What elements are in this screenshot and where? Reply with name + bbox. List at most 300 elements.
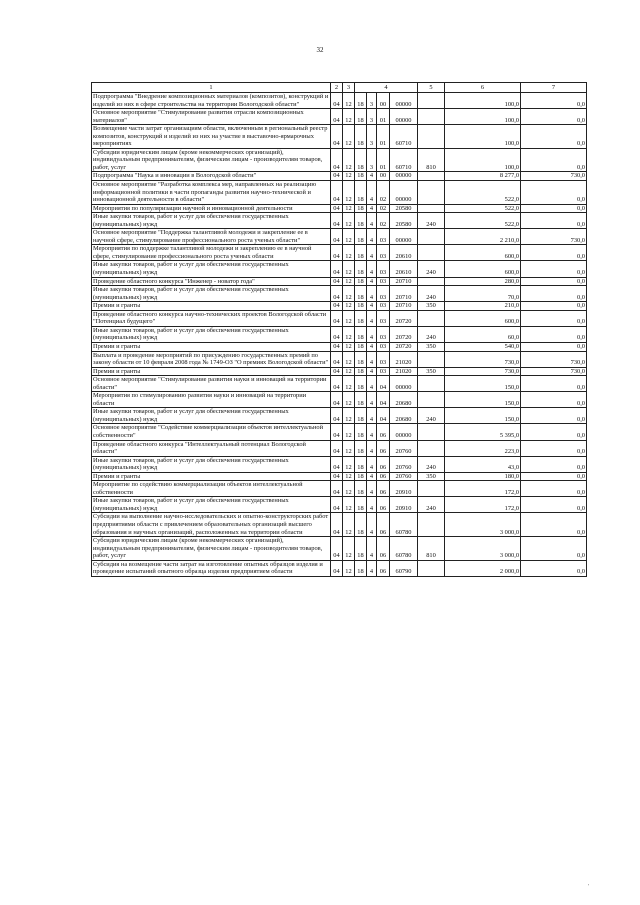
table-row bbox=[92, 125, 587, 149]
code-section-cell: 04 bbox=[331, 408, 343, 424]
amount-col6-cell: 730,0 bbox=[445, 367, 521, 376]
code-direction-cell: 20710 bbox=[390, 302, 418, 311]
amount-col7-cell: 0,0 bbox=[521, 392, 587, 408]
code-measure-cell: 03 bbox=[377, 367, 390, 376]
code-program-cell: 18 bbox=[355, 172, 367, 181]
amount-col6-cell: 3 000,0 bbox=[445, 537, 521, 561]
code-subsection-cell: 12 bbox=[343, 351, 355, 367]
code-section-cell: 04 bbox=[331, 213, 343, 229]
code-subprogram-cell: 4 bbox=[367, 245, 377, 261]
code-subsection-cell: 12 bbox=[343, 204, 355, 213]
table-row bbox=[92, 537, 587, 561]
code-subsection-cell: 12 bbox=[343, 310, 355, 326]
row-name-cell: Подпрограмма "Наука и инновации в Вологодской области" bbox=[92, 172, 331, 181]
expense-type-cell: 240 bbox=[418, 213, 445, 229]
amount-col6-cell: 2 210,0 bbox=[445, 229, 521, 245]
code-subprogram-cell: 4 bbox=[367, 440, 377, 456]
code-subsection-cell: 12 bbox=[343, 245, 355, 261]
code-program-cell: 18 bbox=[355, 367, 367, 376]
code-section-cell: 04 bbox=[331, 440, 343, 456]
code-direction-cell: 60780 bbox=[390, 513, 418, 537]
expense-type-cell: 240 bbox=[418, 497, 445, 513]
amount-col6-cell: 3 000,0 bbox=[445, 513, 521, 537]
row-name-cell: Иные закупки товаров, работ и услуг для обеспечения государственных (муниципальных) нужд bbox=[92, 326, 331, 342]
amount-col6-cell: 540,0 bbox=[445, 342, 521, 351]
row-name-cell: Субсидия на возмещение части затрат на изготовление опытных образцов изделия и проведение испытаний опытного образца изделия предприятием области bbox=[92, 560, 331, 576]
row-name-cell: Иные закупки товаров, работ и услуг для обеспечения государственных (муниципальных) нужд bbox=[92, 286, 331, 302]
amount-col6-cell: 150,0 bbox=[445, 376, 521, 392]
code-section-cell: 04 bbox=[331, 302, 343, 311]
code-subsection-cell: 12 bbox=[343, 537, 355, 561]
code-program-cell: 18 bbox=[355, 424, 367, 440]
code-subprogram-cell: 4 bbox=[367, 367, 377, 376]
code-program-cell: 18 bbox=[355, 302, 367, 311]
row-name-cell: Иные закупки товаров, работ и услуг для обеспечения государственных (муниципальных) нужд bbox=[92, 408, 331, 424]
amount-col7-cell: 0,0 bbox=[521, 204, 587, 213]
amount-col7-cell: 0,0 bbox=[521, 261, 587, 277]
code-program-cell: 18 bbox=[355, 376, 367, 392]
scan-mark: ' bbox=[588, 884, 590, 890]
code-measure-cell: 06 bbox=[377, 440, 390, 456]
row-name-cell: Выплата и проведение мероприятий по присуждению государственных премий по закону области от 10 февраля 2008 года № 1749-ОЗ "О премиях Вологодской области" bbox=[92, 351, 331, 367]
code-subprogram-cell: 4 bbox=[367, 181, 377, 205]
code-subsection-cell: 12 bbox=[343, 172, 355, 181]
code-subprogram-cell: 4 bbox=[367, 277, 377, 286]
amount-col6-cell: 100,0 bbox=[445, 148, 521, 172]
code-program-cell: 18 bbox=[355, 481, 367, 497]
code-subprogram-cell: 3 bbox=[367, 109, 377, 125]
code-program-cell: 18 bbox=[355, 392, 367, 408]
row-name-cell: Иные закупки товаров, работ и услуг для обеспечения государственных (муниципальных) нужд bbox=[92, 213, 331, 229]
amount-col7-cell: 730,0 bbox=[521, 351, 587, 367]
code-direction-cell: 20680 bbox=[390, 408, 418, 424]
code-section-cell: 04 bbox=[331, 125, 343, 149]
expense-type-cell: 240 bbox=[418, 456, 445, 472]
table-row bbox=[92, 560, 587, 576]
amount-col7-cell: 0,0 bbox=[521, 440, 587, 456]
code-direction-cell: 20720 bbox=[390, 310, 418, 326]
code-program-cell: 18 bbox=[355, 286, 367, 302]
code-measure-cell: 06 bbox=[377, 497, 390, 513]
amount-col7-cell: 730,0 bbox=[521, 172, 587, 181]
code-subprogram-cell: 4 bbox=[367, 310, 377, 326]
code-direction-cell: 20760 bbox=[390, 456, 418, 472]
code-section-cell: 04 bbox=[331, 229, 343, 245]
amount-col6-cell: 5 395,0 bbox=[445, 424, 521, 440]
expense-type-cell: 240 bbox=[418, 261, 445, 277]
amount-col7-cell: 0,0 bbox=[521, 376, 587, 392]
code-direction-cell: 00000 bbox=[390, 93, 418, 109]
code-section-cell: 04 bbox=[331, 148, 343, 172]
code-measure-cell: 02 bbox=[377, 213, 390, 229]
code-direction-cell: 21020 bbox=[390, 351, 418, 367]
code-measure-cell: 04 bbox=[377, 392, 390, 408]
table-row bbox=[92, 497, 587, 513]
code-program-cell: 18 bbox=[355, 472, 367, 481]
code-measure-cell: 02 bbox=[377, 204, 390, 213]
table-row bbox=[92, 229, 587, 245]
amount-col7-cell: 0,0 bbox=[521, 481, 587, 497]
amount-col6-cell: 8 277,0 bbox=[445, 172, 521, 181]
code-measure-cell: 06 bbox=[377, 472, 390, 481]
expense-type-cell bbox=[418, 229, 445, 245]
table-row bbox=[92, 440, 587, 456]
amount-col7-cell: 730,0 bbox=[521, 367, 587, 376]
table-row bbox=[92, 181, 587, 205]
code-measure-cell: 01 bbox=[377, 125, 390, 149]
table-row bbox=[92, 392, 587, 408]
row-name-cell: Субсидии юридическим лицам (кроме некоммерческих организаций), индивидуальным предпринимателям, физическим лицам - производителям товаров, работ, услуг bbox=[92, 537, 331, 561]
table-row bbox=[92, 351, 587, 367]
code-direction-cell: 20720 bbox=[390, 342, 418, 351]
code-program-cell: 18 bbox=[355, 537, 367, 561]
code-subprogram-cell: 3 bbox=[367, 148, 377, 172]
code-direction-cell: 20610 bbox=[390, 245, 418, 261]
code-measure-cell: 06 bbox=[377, 481, 390, 497]
code-subprogram-cell: 4 bbox=[367, 213, 377, 229]
table-row bbox=[92, 213, 587, 229]
table-row bbox=[92, 326, 587, 342]
amount-col7-cell: 0,0 bbox=[521, 456, 587, 472]
row-name-cell: Возмещение части затрат организациям области, включенным в региональный реестр композитов, конструкций и изделий из них на участие в выставочно-ярмарочных мероприятиях bbox=[92, 125, 331, 149]
code-subsection-cell: 12 bbox=[343, 456, 355, 472]
code-direction-cell: 20760 bbox=[390, 440, 418, 456]
code-section-cell: 04 bbox=[331, 497, 343, 513]
amount-col7-cell: 730,0 bbox=[521, 229, 587, 245]
code-subsection-cell: 12 bbox=[343, 513, 355, 537]
amount-col6-cell: 730,0 bbox=[445, 351, 521, 367]
amount-col6-cell: 2 000,0 bbox=[445, 560, 521, 576]
row-name-cell: Основное мероприятие "Содействие коммерциализации объектов интеллектуальной собственности" bbox=[92, 424, 331, 440]
code-measure-cell: 06 bbox=[377, 537, 390, 561]
amount-col6-cell: 600,0 bbox=[445, 245, 521, 261]
row-name-cell: Основное мероприятие "Стимулирование развития отрасли композиционных материалов" bbox=[92, 109, 331, 125]
code-subsection-cell: 12 bbox=[343, 408, 355, 424]
code-measure-cell: 06 bbox=[377, 424, 390, 440]
row-name-cell: Субсидии на выполнение научно-исследовательских и опытно-конструкторских работ предприятиями области с привлечением образовательных организаций высшего образования и научных организаций, расположенных на территории области bbox=[92, 513, 331, 537]
expense-type-cell bbox=[418, 172, 445, 181]
expense-type-cell: 350 bbox=[418, 342, 445, 351]
code-program-cell: 18 bbox=[355, 109, 367, 125]
code-direction-cell: 20680 bbox=[390, 392, 418, 408]
amount-col7-cell: 0,0 bbox=[521, 93, 587, 109]
amount-col6-cell: 180,0 bbox=[445, 472, 521, 481]
code-subsection-cell: 12 bbox=[343, 277, 355, 286]
code-section-cell: 04 bbox=[331, 261, 343, 277]
row-name-cell: Премии и гранты bbox=[92, 472, 331, 481]
table-row bbox=[92, 109, 587, 125]
amount-col7-cell: 0,0 bbox=[521, 148, 587, 172]
expense-type-cell bbox=[418, 351, 445, 367]
code-subprogram-cell: 4 bbox=[367, 424, 377, 440]
amount-col7-cell: 0,0 bbox=[521, 472, 587, 481]
code-subprogram-cell: 4 bbox=[367, 326, 377, 342]
code-measure-cell: 03 bbox=[377, 310, 390, 326]
amount-col6-cell: 100,0 bbox=[445, 93, 521, 109]
code-subprogram-cell: 4 bbox=[367, 342, 377, 351]
amount-col6-cell: 43,0 bbox=[445, 456, 521, 472]
code-direction-cell: 21020 bbox=[390, 367, 418, 376]
amount-col6-cell: 223,0 bbox=[445, 440, 521, 456]
header-col-6: 6 bbox=[445, 83, 521, 93]
code-subsection-cell: 12 bbox=[343, 148, 355, 172]
expense-type-cell: 240 bbox=[418, 326, 445, 342]
amount-col6-cell: 172,0 bbox=[445, 497, 521, 513]
code-program-cell: 18 bbox=[355, 342, 367, 351]
code-measure-cell: 04 bbox=[377, 408, 390, 424]
code-subsection-cell: 12 bbox=[343, 376, 355, 392]
amount-col6-cell: 600,0 bbox=[445, 261, 521, 277]
row-name-cell: Иные закупки товаров, работ и услуг для обеспечения государственных (муниципальных) нужд bbox=[92, 456, 331, 472]
code-direction-cell: 20710 bbox=[390, 277, 418, 286]
code-section-cell: 04 bbox=[331, 181, 343, 205]
code-direction-cell: 20910 bbox=[390, 497, 418, 513]
code-subsection-cell: 12 bbox=[343, 424, 355, 440]
table-header-row bbox=[92, 83, 587, 93]
code-program-cell: 18 bbox=[355, 351, 367, 367]
code-measure-cell: 06 bbox=[377, 560, 390, 576]
table-row bbox=[92, 204, 587, 213]
code-program-cell: 18 bbox=[355, 513, 367, 537]
code-subprogram-cell: 4 bbox=[367, 456, 377, 472]
table-row bbox=[92, 286, 587, 302]
code-section-cell: 04 bbox=[331, 93, 343, 109]
code-direction-cell: 00000 bbox=[390, 172, 418, 181]
table-row bbox=[92, 424, 587, 440]
code-subsection-cell: 12 bbox=[343, 93, 355, 109]
row-name-cell: Проведение областного конкурса "Инженер - новатор года" bbox=[92, 277, 331, 286]
table-row bbox=[92, 93, 587, 109]
expense-type-cell: 810 bbox=[418, 148, 445, 172]
code-direction-cell: 00000 bbox=[390, 109, 418, 125]
code-program-cell: 18 bbox=[355, 560, 367, 576]
code-direction-cell: 00000 bbox=[390, 376, 418, 392]
amount-col6-cell: 522,0 bbox=[445, 204, 521, 213]
code-subprogram-cell: 4 bbox=[367, 286, 377, 302]
row-name-cell: Проведение областного конкурса научно-технических проектов Вологодской области "Потенциал будущего" bbox=[92, 310, 331, 326]
code-section-cell: 04 bbox=[331, 560, 343, 576]
code-subsection-cell: 12 bbox=[343, 497, 355, 513]
table-row bbox=[92, 261, 587, 277]
code-section-cell: 04 bbox=[331, 109, 343, 125]
expense-type-cell bbox=[418, 376, 445, 392]
code-direction-cell: 20580 bbox=[390, 213, 418, 229]
code-section-cell: 04 bbox=[331, 342, 343, 351]
row-name-cell: Основное мероприятие "Разработка комплекса мер, направленных на реализацию информационной политики в части пропаганды развития научно-технической и инновационной деятельности в области" bbox=[92, 181, 331, 205]
amount-col6-cell: 60,0 bbox=[445, 326, 521, 342]
code-subprogram-cell: 4 bbox=[367, 392, 377, 408]
row-name-cell: Мероприятия по популяризации научной и инновационной деятельности bbox=[92, 204, 331, 213]
table-row bbox=[92, 277, 587, 286]
row-name-cell: Мероприятия по поддержке талантливой молодежи и закреплению ее в научной сфере, стимулирование профессионального роста ученых области bbox=[92, 245, 331, 261]
expense-type-cell bbox=[418, 513, 445, 537]
table-row bbox=[92, 456, 587, 472]
code-measure-cell: 02 bbox=[377, 181, 390, 205]
code-program-cell: 18 bbox=[355, 277, 367, 286]
code-program-cell: 18 bbox=[355, 148, 367, 172]
code-subsection-cell: 12 bbox=[343, 302, 355, 311]
expense-type-cell bbox=[418, 560, 445, 576]
code-subprogram-cell: 4 bbox=[367, 302, 377, 311]
code-subsection-cell: 12 bbox=[343, 440, 355, 456]
code-subprogram-cell: 4 bbox=[367, 204, 377, 213]
amount-col7-cell: 0,0 bbox=[521, 109, 587, 125]
code-subprogram-cell: 4 bbox=[367, 560, 377, 576]
table-row bbox=[92, 376, 587, 392]
table-row bbox=[92, 310, 587, 326]
code-program-cell: 18 bbox=[355, 440, 367, 456]
code-subsection-cell: 12 bbox=[343, 213, 355, 229]
amount-col6-cell: 210,0 bbox=[445, 302, 521, 311]
row-name-cell: Премии и гранты bbox=[92, 367, 331, 376]
code-subprogram-cell: 3 bbox=[367, 93, 377, 109]
row-name-cell: Мероприятия по стимулированию развития науки и инноваций на территории области bbox=[92, 392, 331, 408]
code-subsection-cell: 12 bbox=[343, 392, 355, 408]
code-subprogram-cell: 4 bbox=[367, 537, 377, 561]
expense-type-cell bbox=[418, 109, 445, 125]
code-direction-cell: 20760 bbox=[390, 472, 418, 481]
code-direction-cell: 60710 bbox=[390, 125, 418, 149]
code-subsection-cell: 12 bbox=[343, 326, 355, 342]
amount-col7-cell: 0,0 bbox=[521, 560, 587, 576]
table-row bbox=[92, 148, 587, 172]
code-direction-cell: 00000 bbox=[390, 181, 418, 205]
code-measure-cell: 00 bbox=[377, 93, 390, 109]
code-program-cell: 18 bbox=[355, 229, 367, 245]
code-direction-cell: 60710 bbox=[390, 148, 418, 172]
code-measure-cell: 03 bbox=[377, 351, 390, 367]
code-subsection-cell: 12 bbox=[343, 342, 355, 351]
code-section-cell: 04 bbox=[331, 481, 343, 497]
amount-col7-cell: 0,0 bbox=[521, 245, 587, 261]
expense-type-cell bbox=[418, 181, 445, 205]
page-number: 32 bbox=[316, 46, 324, 54]
code-direction-cell: 20910 bbox=[390, 481, 418, 497]
code-measure-cell: 00 bbox=[377, 172, 390, 181]
code-measure-cell: 01 bbox=[377, 148, 390, 172]
amount-col7-cell: 0,0 bbox=[521, 408, 587, 424]
amount-col6-cell: 172,0 bbox=[445, 481, 521, 497]
expense-type-cell bbox=[418, 481, 445, 497]
expense-type-cell bbox=[418, 424, 445, 440]
code-section-cell: 04 bbox=[331, 286, 343, 302]
expense-type-cell: 350 bbox=[418, 302, 445, 311]
code-section-cell: 04 bbox=[331, 392, 343, 408]
row-name-cell: Иные закупки товаров, работ и услуг для обеспечения государственных (муниципальных) нужд bbox=[92, 261, 331, 277]
code-program-cell: 18 bbox=[355, 261, 367, 277]
expense-type-cell bbox=[418, 93, 445, 109]
expense-type-cell bbox=[418, 440, 445, 456]
code-section-cell: 04 bbox=[331, 245, 343, 261]
code-measure-cell: 03 bbox=[377, 261, 390, 277]
amount-col6-cell: 100,0 bbox=[445, 109, 521, 125]
expense-type-cell: 240 bbox=[418, 408, 445, 424]
code-direction-cell: 00000 bbox=[390, 424, 418, 440]
budget-table bbox=[91, 82, 587, 577]
amount-col6-cell: 522,0 bbox=[445, 181, 521, 205]
code-section-cell: 04 bbox=[331, 310, 343, 326]
code-section-cell: 04 bbox=[331, 456, 343, 472]
expense-type-cell: 240 bbox=[418, 286, 445, 302]
code-subsection-cell: 12 bbox=[343, 286, 355, 302]
row-name-cell: Субсидии юридическим лицам (кроме некоммерческих организаций), индивидуальным предпринимателям, физическим лицам - производителям товаров, работ, услуг bbox=[92, 148, 331, 172]
code-direction-cell: 20720 bbox=[390, 326, 418, 342]
row-name-cell: Подпрограмма "Внедрение композиционных материалов (композитов), конструкций и изделий из них в сфере строительства на территории Вологодской области" bbox=[92, 93, 331, 109]
amount-col6-cell: 150,0 bbox=[445, 392, 521, 408]
code-subprogram-cell: 4 bbox=[367, 472, 377, 481]
expense-type-cell bbox=[418, 392, 445, 408]
code-subsection-cell: 12 bbox=[343, 261, 355, 277]
row-name-cell: Премии и гранты bbox=[92, 302, 331, 311]
table-body bbox=[92, 93, 587, 577]
code-subprogram-cell: 4 bbox=[367, 497, 377, 513]
code-subprogram-cell: 4 bbox=[367, 376, 377, 392]
amount-col7-cell: 0,0 bbox=[521, 424, 587, 440]
expense-type-cell bbox=[418, 204, 445, 213]
code-program-cell: 18 bbox=[355, 93, 367, 109]
code-program-cell: 18 bbox=[355, 125, 367, 149]
row-name-cell: Проведение областного конкурса "Интеллектуальный потенциал Вологодской области" bbox=[92, 440, 331, 456]
code-measure-cell: 03 bbox=[377, 277, 390, 286]
code-section-cell: 04 bbox=[331, 472, 343, 481]
code-section-cell: 04 bbox=[331, 537, 343, 561]
table-row bbox=[92, 408, 587, 424]
row-name-cell: Мероприятие по содействию коммерциализации объектов интеллектуальной собственности bbox=[92, 481, 331, 497]
code-section-cell: 04 bbox=[331, 277, 343, 286]
code-section-cell: 04 bbox=[331, 376, 343, 392]
row-name-cell: Иные закупки товаров, работ и услуг для обеспечения государственных (муниципальных) нужд bbox=[92, 497, 331, 513]
code-measure-cell: 06 bbox=[377, 456, 390, 472]
table-row bbox=[92, 513, 587, 537]
code-subprogram-cell: 4 bbox=[367, 481, 377, 497]
expense-type-cell: 810 bbox=[418, 537, 445, 561]
code-subprogram-cell: 4 bbox=[367, 172, 377, 181]
code-direction-cell: 60790 bbox=[390, 560, 418, 576]
header-col-5: 5 bbox=[418, 83, 445, 93]
amount-col6-cell: 600,0 bbox=[445, 310, 521, 326]
code-subsection-cell: 12 bbox=[343, 560, 355, 576]
expense-type-cell bbox=[418, 125, 445, 149]
code-measure-cell: 03 bbox=[377, 245, 390, 261]
row-name-cell: Премии и гранты bbox=[92, 342, 331, 351]
code-program-cell: 18 bbox=[355, 245, 367, 261]
code-section-cell: 04 bbox=[331, 367, 343, 376]
amount-col6-cell: 280,0 bbox=[445, 277, 521, 286]
code-measure-cell: 03 bbox=[377, 326, 390, 342]
code-subprogram-cell: 4 bbox=[367, 261, 377, 277]
code-subsection-cell: 12 bbox=[343, 181, 355, 205]
amount-col7-cell: 0,0 bbox=[521, 342, 587, 351]
expense-type-cell bbox=[418, 277, 445, 286]
amount-col7-cell: 0,0 bbox=[521, 310, 587, 326]
amount-col7-cell: 0,0 bbox=[521, 125, 587, 149]
code-subsection-cell: 12 bbox=[343, 109, 355, 125]
code-program-cell: 18 bbox=[355, 213, 367, 229]
code-program-cell: 18 bbox=[355, 497, 367, 513]
code-subprogram-cell: 4 bbox=[367, 351, 377, 367]
code-section-cell: 04 bbox=[331, 424, 343, 440]
code-section-cell: 04 bbox=[331, 513, 343, 537]
code-subsection-cell: 12 bbox=[343, 472, 355, 481]
code-measure-cell: 03 bbox=[377, 342, 390, 351]
code-subsection-cell: 12 bbox=[343, 367, 355, 376]
header-col-3: 3 bbox=[343, 83, 355, 93]
code-section-cell: 04 bbox=[331, 172, 343, 181]
amount-col7-cell: 0,0 bbox=[521, 277, 587, 286]
row-name-cell: Основное мероприятие "Поддержка талантливой молодежи и закрепление ее в научной сфере, стимулирование профессионального роста ученых области" bbox=[92, 229, 331, 245]
amount-col7-cell: 0,0 bbox=[521, 181, 587, 205]
amount-col7-cell: 0,0 bbox=[521, 213, 587, 229]
